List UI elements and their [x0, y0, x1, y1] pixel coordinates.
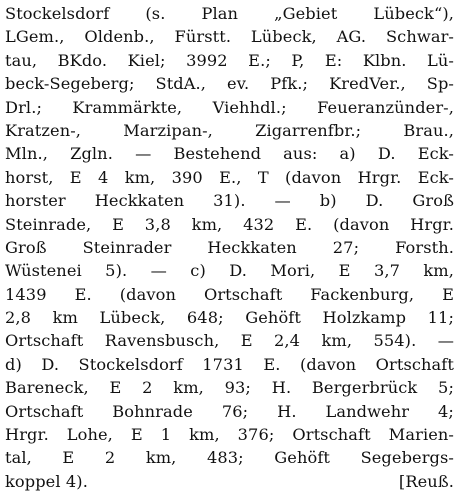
entry-line: Bareneck, E 2 km, 93; H. Bergerbrück 5;	[5, 378, 454, 398]
entry-line: Kratzen-, Marzipan-, Zigarrenfbr.; Brau.,	[5, 120, 454, 140]
entry-line: beck-Segeberg; StdA., ev. Pfk.; KredVer., Sp-	[5, 74, 454, 94]
entry-line: 1439 E. (davon Ortschaft Fackenburg, E	[5, 284, 454, 304]
entry-last-line	[5, 470, 454, 493]
entry-line: d) D. Stockelsdorf 1731 E. (davon Ortschaft	[5, 354, 454, 374]
entry-line: Hrgr. Lohe, E 1 km, 376; Ortschaft Marien-	[5, 425, 454, 445]
entry-line: Wüstenei 5). — c) D. Mori, E 3,7 km,	[5, 261, 454, 281]
entry-line: Groß Steinrader Heckkaten 27; Forsth.	[5, 237, 454, 257]
entry-line: tau, BKdo. Kiel; 3992 E.; P, E: Klbn. Lü-	[5, 50, 454, 70]
entry-line: Ortschaft Ravensbusch, E 2,4 km, 554). —	[5, 331, 454, 351]
entry-line: Ortschaft Bohnrade 76; H. Landwehr 4;	[5, 401, 454, 421]
entry-line: Steinrade, E 3,8 km, 432 E. (davon Hrgr.	[5, 214, 454, 234]
entry-line: horster Heckkaten 31). — b) D. Groß	[5, 191, 454, 211]
entry-line: Drl.; Krammärkte, Viehhdl.; Feueranzünder-,	[5, 97, 454, 117]
entry-line: tal, E 2 km, 483; Gehöft Segebergs-	[5, 448, 454, 468]
entry-line: Stockelsdorf (s. Plan „Gebiet Lübeck“),	[5, 4, 454, 23]
entry-line: 2,8 km Lübeck, 648; Gehöft Holzkamp 11;	[5, 308, 454, 328]
entry-last-line-text: koppel 4).	[5, 471, 88, 491]
entry-line: Mln., Zgln. — Bestehend aus: a) D. Eck-	[5, 144, 454, 164]
author-attribution: [Reuß.	[398, 471, 454, 491]
entry-line: horst, E 4 km, 390 E., T (davon Hrgr. Eck-	[5, 167, 454, 187]
entry-line: LGem., Oldenb., Fürstt. Lübeck, AG. Schwar-	[5, 27, 454, 47]
